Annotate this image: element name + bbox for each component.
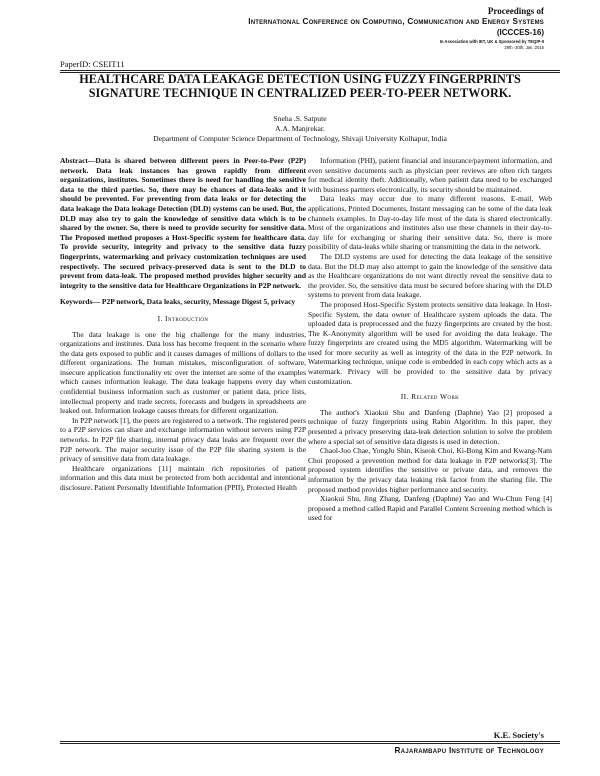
paragraph: Xiaokui Shu, Jing Zhang, Danfeng (Daphne) Yao and Wu-Chun Feng [4] proposed a method called Rapid and Parallel Content Screening method which is used for: [308, 494, 552, 523]
author-2: A.A. Manjrekar.: [275, 124, 325, 133]
footer-rule-bottom: [60, 743, 560, 744]
paragraph: In P2P network [1], the peers are registered to a network. The registered peers to a P2P services can share and exchange information without servers using P2P networks. In P2P file sharing, internal privacy data leaks are frequent over the P2P network. The major security issue of the P2P file sharing system is the privacy of sensitive data from data leakage.: [60, 415, 306, 464]
conference-name: International Conference on Computing, Communication and Energy Systems: [248, 17, 544, 26]
left-column: [60, 156, 306, 493]
paragraph: The proposed Host-Specific System protects sensitive data leakage. In Host-Specific System, the data owner of Healthcare system uploads the data. The uploaded data is preprocessed and the fuzzy fingerprints are created by the host. The K-Anonymity algorithm will be used for avoiding the data leakage. The fuzzy fingerprints are created using the MD5 algorithm. Watermarking will be used for more security as well as integrity of the data in the P2P network. In Watermarking technique, unique code is embedded in each copy which acts as a watermark. Privacy will be provided to the sensitive data by privacy customization.: [308, 299, 552, 386]
right-column: [308, 156, 552, 523]
keywords: Keywords— P2P network, Data leaks, security, Message Digest 5, privacy: [60, 297, 296, 307]
footer-society: K.E. Society's: [493, 730, 544, 740]
affiliation: Department of Computer Science Department of Technology, Shivaji University Kolhapur, India: [153, 134, 447, 143]
paragraph: Chaol-Joo Chae, YongJu Shin, Kiseok Choi, Ki-Bong Kim and Kwang-Nam Choi proposed a prevention method for data leakage in P2P networks[3]. The proposed system identifies the sensitive or private data, and removes the information by the privacy data leaking risk factor from the sharing file. The proposed method provides higher performance and security.: [308, 446, 552, 494]
author-1: Sneha .S. Satpute: [273, 114, 327, 123]
paragraph: Data leaks may occur due to many different reasons. E-mail, Web applications, Printed Documents, Instant messaging can be some of the data leak channels examples. In Day-to-day life most of the data is shared electronically. Most of the organizations and institutes also use these channels in their day-to-day life for exchanging or sharing their sensitive data. So, there is more possibility of data-leaks while sharing or transmitting the data in the network.: [308, 194, 552, 252]
proceedings-label: Proceedings of: [487, 6, 544, 16]
paragraph: The DLD systems are used for detecting the data leakage of the sensitive data. But the DLD may also attempt to gain the knowledge of the sensitive data as the Healthcare organizations do not want directly reveal the sensitive data to the provider. So, the sensitive data must be secured before sharing with the DLD systems to prevent from data leakage.: [308, 251, 552, 300]
paragraph: The author's Xiaokui Shu and Danfeng (Daphne) Yao [2] proposed a technique of fuzzy fingerprints using Rabin Algorithm. In this paper, they presented a privacy preserving data-leak detection solution to solve the problem where a special set of sensitive data digests is used in detection.: [308, 407, 552, 446]
section-heading-introduction: I. Introduction: [157, 313, 209, 323]
conference-dates: 29th -30th, Jan. 2016: [504, 45, 544, 50]
author-block: [60, 114, 540, 144]
paragraph: Information (PHI), patient financial and insurance/payment information, and even sensitive documents such as physician peer reviews are often rich targets for medical identity theft. Additionally, when patient data need to be exchanged with business partners electronically, its security should be maintained.: [308, 156, 552, 194]
footer-institute: Rajarambapu Institute of Technology: [394, 746, 544, 755]
section-heading-related-work: II. Related Work: [400, 392, 460, 402]
paragraph: The data leakage is one the big challenge for the many industries, organizations and institutes. Data loss has become frequent in the scenario where the data gets exposed to public and it causes damages of millions of dollars to the different organizations. The human mistakes, misconfiguration of software, insecure application functionality etc over the internet are some of the examples which causes information leakage. The data leakage happens every day when confidential business information such as customer or patient data, price lists, intellectual property and trade secrets, forecasts and budgets in spreadsheets are leaked out. Information leakage causes threats for different organization.: [60, 329, 306, 416]
paragraph: Healthcare organizations [11] maintain rich repositories of patient information and this data must be protected from both accidental and intentional disclosure. Patient Personally Identifiable Information (PPII), Protected Health: [60, 463, 306, 492]
paper-title: HEALTHCARE DATA LEAKAGE DETECTION USING FUZZY FINGERPRINTS SIGNATURE TECHNIQUE IN CENTRALIZED PEER-TO-PEER NETWORK.: [79, 72, 521, 100]
paper-id: PaperID: CSEIT11: [60, 59, 125, 69]
conference-acronym: (ICCCES-16): [496, 28, 544, 37]
association-line: In Association with IET, UK & Sponsored by TEQIP-II: [439, 39, 544, 44]
abstract: Abstract—Data is shared between different peers in Peer-to-Peer (P2P) network. Data leak instances has grown rapidly from different organizations, institutes. Sometimes there is need for handling the sensitive data to the third parties. So, there may be chances of data-leaks and it should be prevented. For preventing from data leaks or for detecting the data leakage the Data leakage Detection (DLD) systems can be used. But, the DLD may also try to gain the knowledge of sensitive data which is to be shared by the owner. So, there is need to provide security for sensitive data. The Proposed method proposes a Host-Specific system for healthcare data. To provide security, integrity and privacy to the sensitive data fuzzy fingerprints, watermarking and privacy customization techniques are used respectively. The secured privacy-preserved data is sent to the DLD to prevent from data-leak. The proposed method provides higher security and integrity to the sensitive data for Healthcare Organizations in P2P network.: [60, 156, 306, 290]
